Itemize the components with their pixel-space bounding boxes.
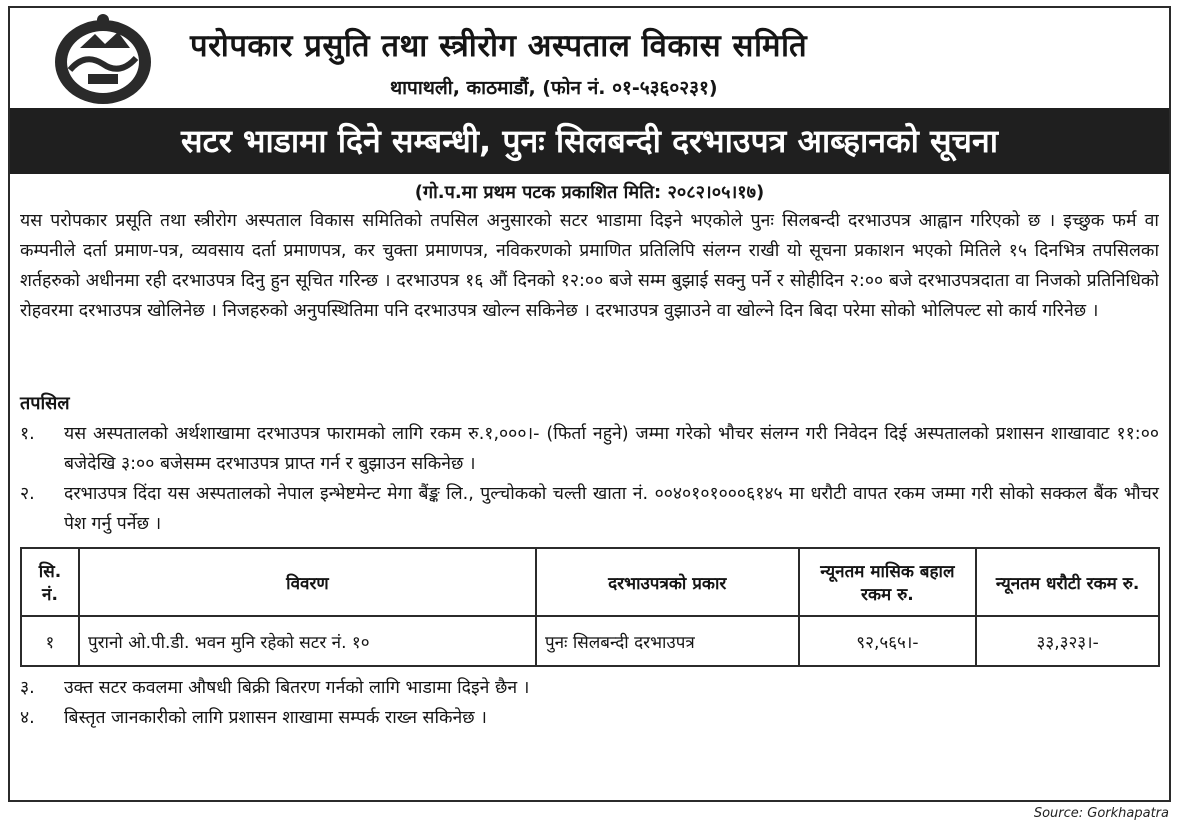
shutter-table [20,547,1160,667]
item-text: दरभाउपत्र दिंदा यस अस्पतालको नेपाल इन्भेष्टमेन्ट मेगा बैंङ्क लि., पुल्चोकको चल्ती खाता नं. ००४०१०१०००६१४५ मा धरौटी वापत रकम जम्मा गरी सोको सक्कल बैंक भौचर पेश गर्नु पर्नेछ । [64,484,1159,534]
nepal-emblem-icon [50,12,156,108]
item-text: यस अस्पतालको अर्थशाखामा दरभाउपत्र फारामको लागि रकम रु.१,०००।- (फिर्ता नहुने) जम्मा गरेको भौचर संलग्न गरी निवेदन दिई अस्पतालको प्रशासन शाखावाट ११:०० बजेदेखि ३:०० बजेसम्म दरभाउपत्र प्राप्त गर्न र बुझाउन सकिनेछ । [64,424,1159,474]
section-heading: तपसिल [20,393,70,414]
header-bid-type: दरभाउपत्रको प्रकार [536,548,799,616]
notice-frame [8,6,1171,802]
header-min-deposit: न्यूनतम धरौटी रकम रु. [976,548,1159,616]
org-name: परोपकार प्रसुति तथा स्त्रीरोग अस्पताल विकास समिति [190,28,808,64]
cell-min-rent: ९२,५६५।- [799,616,977,666]
item-number: ३. [20,678,35,698]
item-number: ४. [20,708,35,728]
body-paragraph: यस परोपकार प्रसूति तथा स्त्रीरोग अस्पताल विकास समितिको तपसिल अनुसारको सटर भाडामा दिइने भएकोले पुनः सिलबन्दी दरभाउपत्र आह्वान गरिएको छ । इच्छुक फर्म वा कम्पनीले दर्ता प्रमाण-पत्र, व्यवसाय दर्ता प्रमाणपत्र, कर चुक्ता प्रमाणपत्र, नविकरणको प्रमाणित प्रतिलिपि संलग्न राखी यो सूचना प्रकाशन भएको मितिले १५ दिनभित्र तपसिलका शर्तहरुको अधीनमा रही दरभाउपत्र दिनु हुन सूचित गरिन्छ । दरभाउपत्र १६ औं दिनको १२:०० बजे सम्म बुझाई सक्नु पर्ने र सोहीदिन २:०० बजे दरभाउपत्रदाता वा निजको प्रतिनिधिको रोहवरमा दरभाउपत्र खोलिनेछ । निजहरुको अनुपस्थितिमा पनि दरभाउपत्र खोल्न सकिनेछ । दरभाउपत्र वुझाउने वा खोल्ने दिन बिदा परेमा सोको भोलिपल्ट सो कार्य गरिनेछ । [20,211,1159,321]
list-item [20,703,1159,733]
item-number: १. [20,424,35,444]
cell-serial: १ [21,616,79,666]
header-description: विवरण [79,548,536,616]
notice-header [10,8,1169,108]
cell-description: पुरानो ओ.पी.डी. भवन मुनि रहेको सटर नं. १० [79,616,536,666]
notice-title: सटर भाडामा दिने सम्बन्धी, पुनः सिलबन्दी दरभाउपत्र आब्हानको सूचना [10,108,1169,174]
header-min-rent: न्यूनतम मासिक बहाल रकम रु. [799,548,977,616]
list-item [20,419,1159,479]
cell-bid-type: पुनः सिलबन्दी दरभाउपत्र [536,616,799,666]
cell-min-deposit: ३३,३२३।- [976,616,1159,666]
publish-date-line: (गो.प.मा प्रथम पटक प्रकाशित मिति: २०८२।०५।१७) [414,182,765,203]
org-address: थापाथली, काठमाडौं, (फोन नं. ०१-५३६०२३१) [390,77,718,99]
list-item [20,673,1159,703]
header-serial: सि. नं. [21,548,79,616]
table-row [21,616,1159,666]
item-text: बिस्तृत जानकारीको लागि प्रशासन शाखामा सम्पर्क राख्न सकिनेछ । [64,708,487,728]
item-text: उक्त सटर कवलमा औषधी बिक्री बितरण गर्नको लागि भाडामा दिइने छैन । [64,678,530,698]
source-credit: Source: Gorkhapatra [1033,806,1169,821]
item-number: २. [20,484,35,504]
list-item [20,479,1159,539]
table-header-row [21,548,1159,616]
